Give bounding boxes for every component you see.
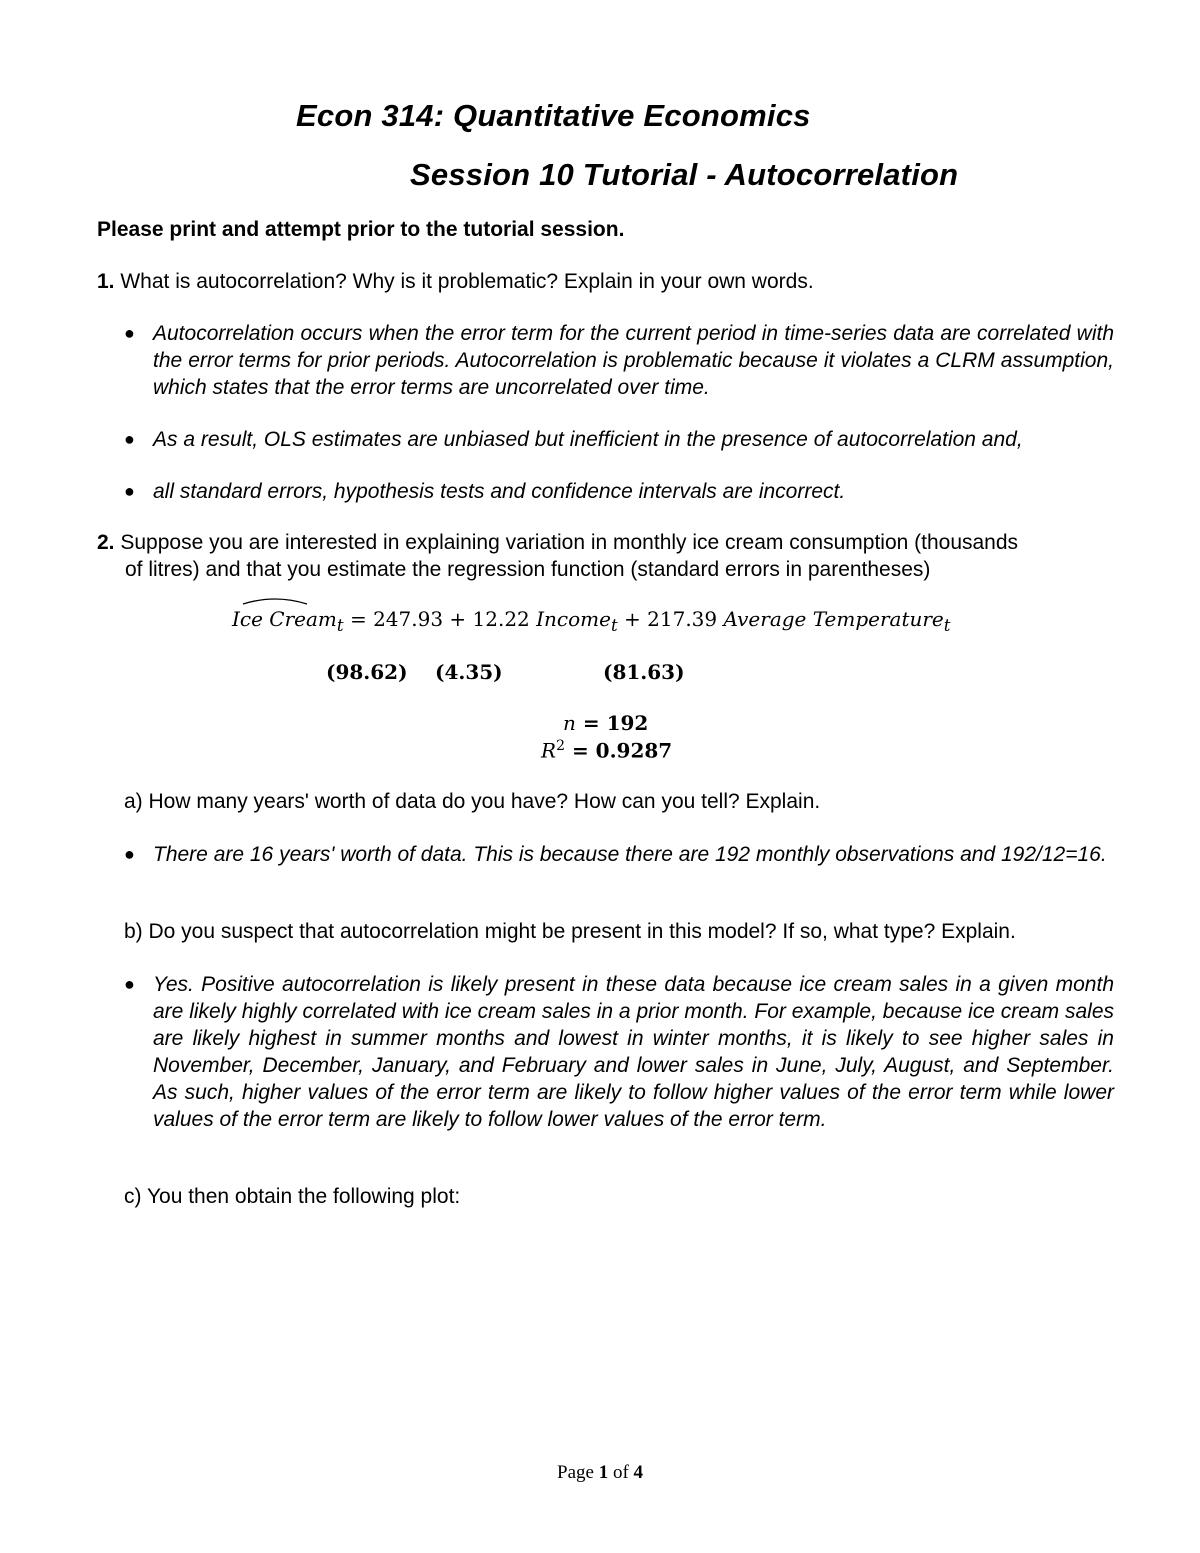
equation-coef2: + 217.39 [617,607,724,631]
bullet-icon: ● [124,323,135,343]
equation-x2: Average Temperature [723,607,944,631]
question-2-text-line1: Suppose you are interested in explaining variation in monthly ice cream consumption (thousands [120,531,1019,554]
list-item [124,841,1114,868]
question-1-text: What is autocorrelation? Why is it problematic? Explain in your own words. [120,270,814,293]
bullet-icon: ● [124,844,135,864]
answer-text: There are 16 years' worth of data. This is because there are 192 monthly observations and 192/12=16. [153,843,1107,866]
instruction: Please print and attempt prior to the tutorial session. [97,218,625,241]
answer-text: Autocorrelation occurs when the error term for the current period in time-series data are correlated with the error terms for prior periods. Autocorrelation is problematic because it violates a CLRM assumption, which states that the error terms are uncorrelated over time. [153,322,1114,399]
list-item [124,426,1114,453]
std-error: (98.62) [326,660,408,684]
answer-text: As a result, OLS estimates are unbiased but inefficient in the presence of autocorrelation and, [153,428,1023,451]
question-1-number: 1. [97,270,115,293]
r-squared: $R^2 = 0.9287$ [541,738,673,763]
question-2 [97,529,1117,583]
list-item [124,320,1114,401]
part-c: c) You then obtain the following plot: [124,1185,461,1208]
part-a: a) How many years' worth of data do you have? How can you tell? Explain. [124,790,821,813]
question-1 [97,268,1117,295]
bullet-icon: ● [124,429,135,449]
answer-text: all standard errors, hypothesis tests and confidence intervals are incorrect. [153,480,846,503]
bullet-icon: ● [124,481,135,501]
page-subtitle: Session 10 Tutorial - Autocorrelation [410,157,959,192]
question-2-number: 2. [97,531,115,554]
hat-icon [242,595,308,605]
bullet-icon: ● [124,974,135,994]
question-2-text-line2: of litres) and that you estimate the regression function (standard errors in parentheses) [125,558,931,581]
std-error: (81.63) [603,660,685,684]
equation-lhs: Ice Cream [232,607,337,631]
page-title: Econ 314: Quantitative Economics [296,98,811,133]
regression-equation: Ice Cream$_t$ = 247.93 + 12.22 Income$_t$ + 217.39 Average Temperature$_t$ [232,607,950,635]
page-number: Page 1 of 4 [557,1462,644,1483]
equation-x1: Income [536,607,611,631]
list-item [124,971,1114,1133]
answer-text: Yes. Positive autocorrelation is likely present in these data because ice cream sales in a given month are likely highly correlated with ice cream sales in a prior month. For example, because ice cream sales are likely highest in summer months and lowest in winter months, it is likely to see higher sales in November, December, January, and February and lower sales in June, July, August, and September. As such, higher values of the error term are likely to follow higher values of the error term while lower values of the error term are likely to follow lower values of the error term. [153,973,1114,1131]
part-b: b) Do you suspect that autocorrelation might be present in this model? If so, what type? Explain. [124,920,1016,943]
sample-size: n = 192 [563,711,649,735]
equation-intercept: = 247.93 + 12.22 [343,607,537,631]
std-error: (4.35) [435,660,503,684]
list-item [124,478,1114,505]
